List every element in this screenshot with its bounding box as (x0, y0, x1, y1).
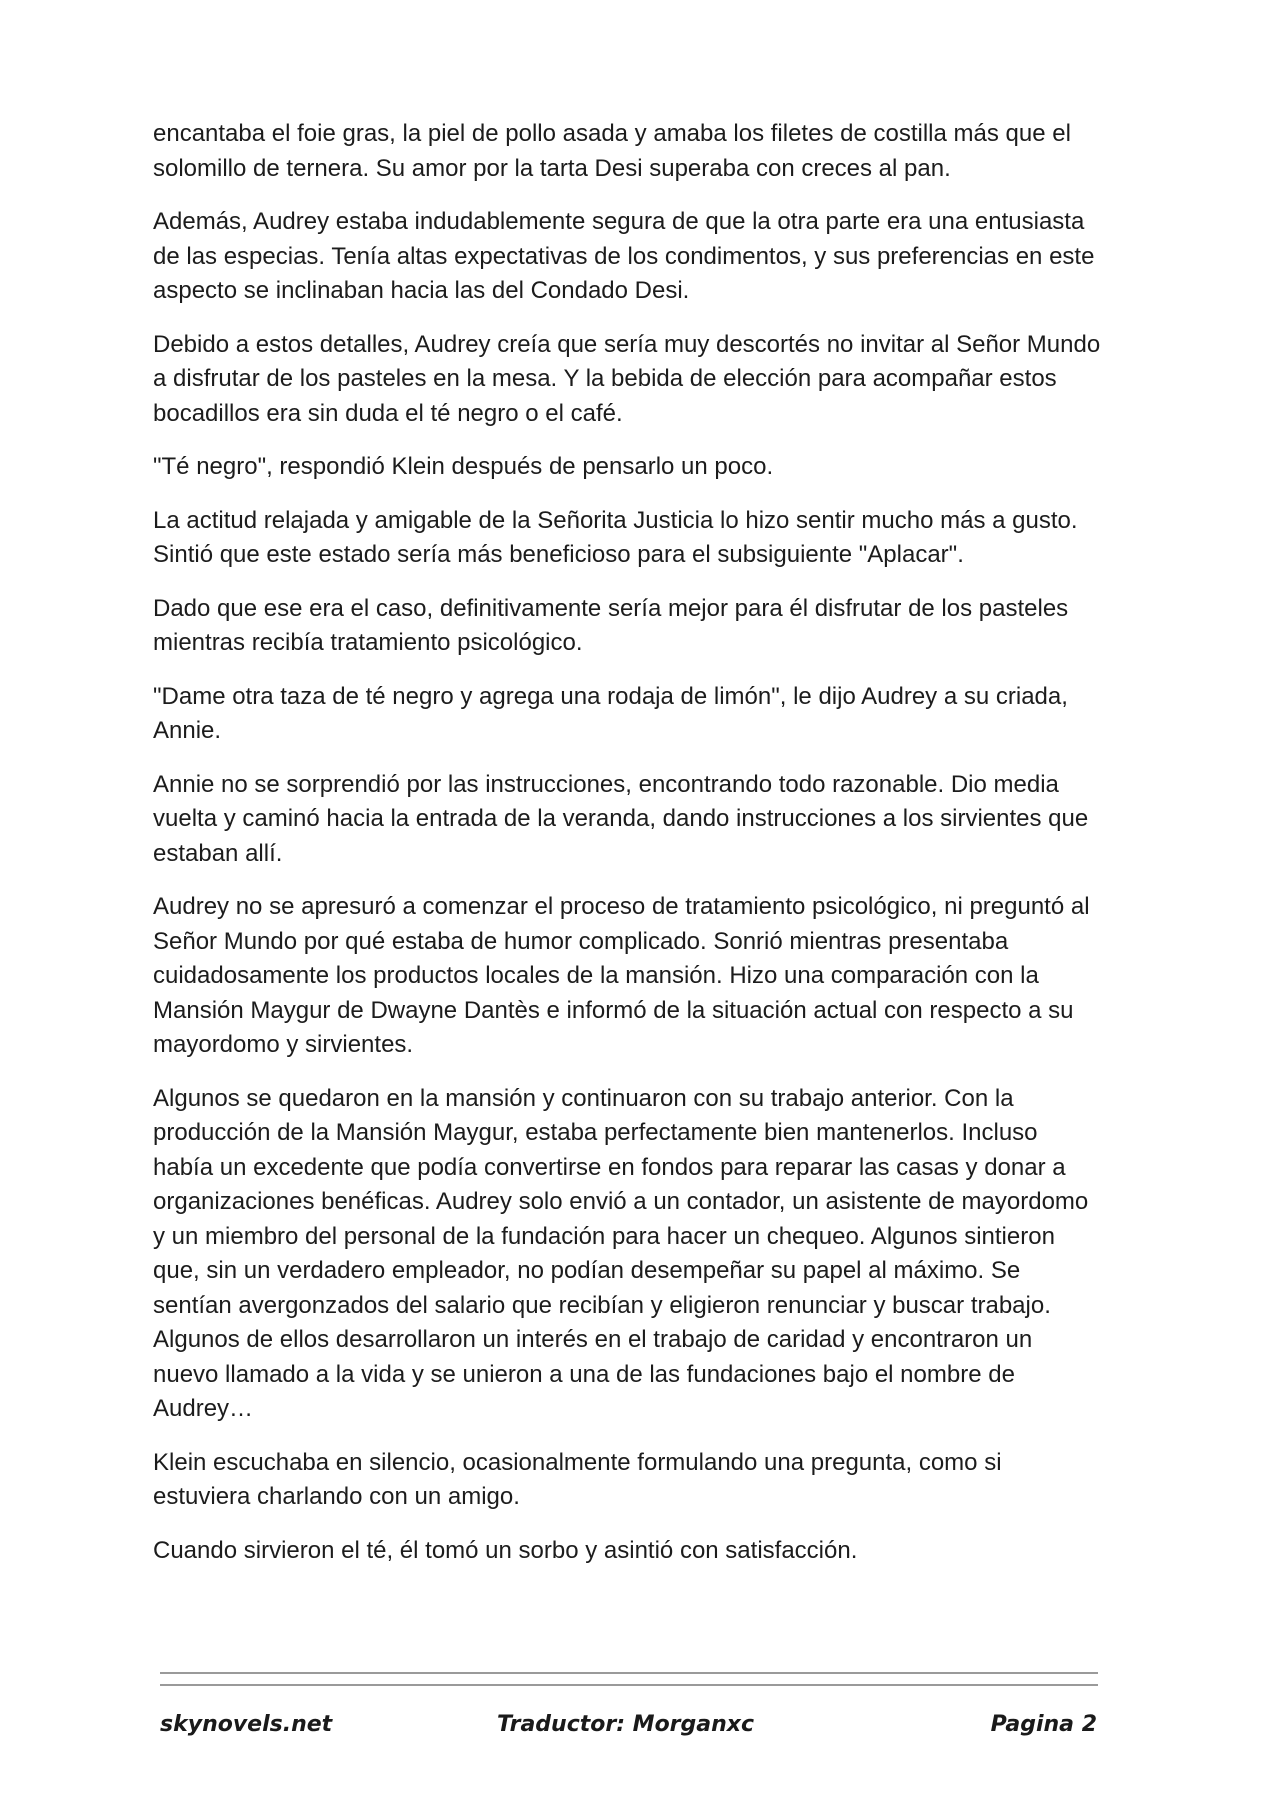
paragraph: "Dame otra taza de té negro y agrega una rodaja de limón", le dijo Audrey a su criada, Annie. (153, 682, 1068, 744)
footer-divider-top (160, 1672, 1098, 1674)
paragraph: Algunos se quedaron en la mansión y continuaron con su trabajo anterior. Con la producción de la Mansión Maygur, estaba perfectamente bien mantenerlos. Incluso había un excedente que podía convertirse en fondos para reparar las casas y donar a organizaciones benéficas. Audrey solo envió a un contador, un asistente de mayordomo y un miembro del personal de la fundación para hacer un chequeo. Algunos sintieron que, sin un verdadero empleador, no podían desempeñar su papel al máximo. Se sentían avergonzados del salario que recibían y eligieron renunciar y buscar trabajo. Algunos de ellos desarrollaron un interés en el trabajo de caridad y encontraron un nuevo llamado a la vida y se unieron a una de las fundaciones bajo el nombre de Audrey… (153, 1084, 1089, 1422)
paragraph: encantaba el foie gras, la piel de pollo asada y amaba los filetes de costilla más que el solomillo de ternera. Su amor por la tarta Desi superaba con creces al pan. (153, 120, 1071, 182)
body-text (153, 117, 1103, 1587)
footer-translator: Traductor: Morganxc (497, 1712, 755, 1737)
paragraph: Cuando sirvieron el té, él tomó un sorbo y asintió con satisfacción. (153, 1536, 858, 1564)
footer-divider-bottom (160, 1684, 1098, 1686)
paragraph: Dado que ese era el caso, definitivamente sería mejor para él disfrutar de los pasteles mientras recibía tratamiento psicológico. (153, 594, 1069, 656)
paragraph: Además, Audrey estaba indudablemente segura de que la otra parte era una entusiasta de las especias. Tenía altas expectativas de los condimentos, y sus preferencias en este aspecto se inclinaban hacia las del Condado Desi. (153, 208, 1095, 304)
paragraph: Audrey no se apresuró a comenzar el proceso de tratamiento psicológico, ni preguntó al Señor Mundo por qué estaba de humor complicado. Sonrió mientras presentaba cuidadosamente los productos locales de la mansión. Hizo una comparación con la Mansión Maygur de Dwayne Dantès e informó de la situación actual con respecto a su mayordomo y sirvientes. (153, 893, 1090, 1058)
paragraph: Debido a estos detalles, Audrey creía que sería muy descortés no invitar al Señor Mundo a disfrutar de los pasteles en la mesa. Y la bebida de elección para acompañar estos bocadillos era sin duda el té negro o el café. (153, 330, 1101, 427)
paragraph: Annie no se sorprendió por las instrucciones, encontrando todo razonable. Dio media vuelta y caminó hacia la entrada de la veranda, dando instrucciones a los sirvientes que estaban allí. (153, 770, 1089, 867)
paragraph: "Té negro", respondió Klein después de pensarlo un poco. (153, 453, 774, 480)
paragraph: La actitud relajada y amigable de la Señorita Justicia lo hizo sentir mucho más a gusto. Sintió que este estado sería más beneficioso para el subsiguiente "Aplacar". (153, 506, 1078, 568)
footer-site: skynovels.net (160, 1712, 333, 1737)
footer-page-number: Pagina 2 (990, 1712, 1097, 1737)
paragraph: Klein escuchaba en silencio, ocasionalmente formulando una pregunta, como si estuviera charlando con un amigo. (153, 1448, 1002, 1510)
